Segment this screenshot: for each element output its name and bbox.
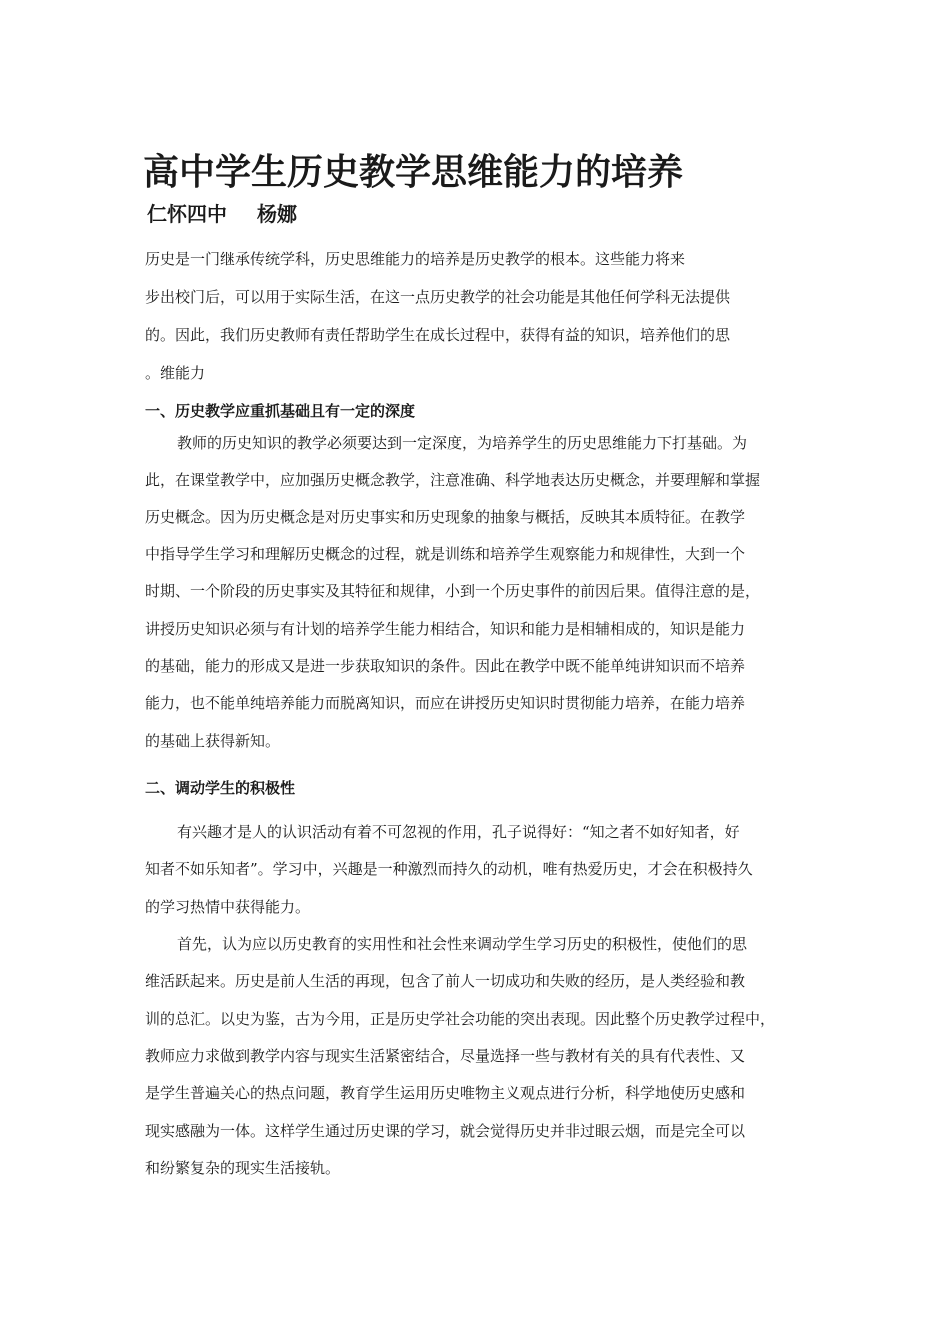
intro-line: 的。因此，我们历史教师有责任帮助学生在成长过程中，获得有益的知识，培养他们的思 <box>145 326 731 344</box>
paragraph-line: 讲授历史知识必须与有计划的培养学生能力相结合，知识和能力是相辅相成的，知识是能力 <box>145 620 746 638</box>
paragraph-line: 维活跃起来。历史是前人生活的再现，包含了前人一切成功和失败的经历，是人类经验和教 <box>145 972 746 990</box>
paragraph-line: 的基础，能力的形成又是进一步获取知识的条件。因此在教学中既不能单纯讲知识而不培养 <box>145 657 746 675</box>
paragraph-line: 的学习热情中获得能力。 <box>145 898 311 916</box>
section-heading: 二、调动学生的积极性 <box>145 779 296 797</box>
paragraph-line: 历史概念。因为历史概念是对历史事实和历史现象的抽象与概括，反映其本质特征。在教学 <box>145 508 746 526</box>
paragraph-line: 能力，也不能单纯培养能力而脱离知识，而应在讲授历史知识时贯彻能力培养，在能力培养 <box>145 694 746 712</box>
paragraph-line: 教师应力求做到教学内容与现实生活紧密结合，尽量选择一些与教材有关的具有代表性、又 <box>145 1047 746 1065</box>
paragraph-line: 中指导学生学习和理解历史概念的过程，就是训练和培养学生观察能力和规律性，大到一个 <box>145 545 746 563</box>
school-name: 仁怀四中 <box>147 202 227 226</box>
byline <box>147 200 297 228</box>
paragraph-line: 现实感融为一体。这样学生通过历史课的学习，就会觉得历史并非过眼云烟，而是完全可以 <box>145 1122 746 1140</box>
section-heading: 一、历史教学应重抓基础且有一定的深度 <box>145 402 416 420</box>
paragraph-line: 知者不如乐知者”。学习中，兴趣是一种激烈而持久的动机，唯有热爱历史，才会在积极持久 <box>145 860 753 878</box>
intro-line: 。维能力 <box>145 364 206 382</box>
paragraph-line: 时期、一个阶段的历史事实及其特征和规律，小到一个历史事件的前因后果。值得注意的是， <box>145 582 761 600</box>
paragraph-line: 教师的历史知识的教学必须要达到一定深度，为培养学生的历史思维能力下打基础。为 <box>177 434 748 452</box>
intro-line: 历史是一门继承传统学科，历史思维能力的培养是历史教学的根本。这些能力将来 <box>145 250 686 268</box>
intro-line: 步出校门后，可以用于实际生活，在这一点历史教学的社会功能是其他任何学科无法提供 <box>145 288 731 306</box>
paragraph-line: 此，在课堂教学中，应加强历史概念教学，注意准确、科学地表达历史概念，并要理解和掌握 <box>145 471 761 489</box>
document-title: 高中学生历史教学思维能力的培养 <box>143 152 684 193</box>
author-name: 杨娜 <box>257 202 297 226</box>
paragraph-line: 和纷繁复杂的现实生活接轨。 <box>145 1159 341 1177</box>
paragraph-line: 是学生普遍关心的热点问题，教育学生运用历史唯物主义观点进行分析，科学地使历史感和 <box>145 1084 746 1102</box>
paragraph-line: 首先，认为应以历史教育的实用性和社会性来调动学生学习历史的积极性，使他们的思 <box>177 935 748 953</box>
paragraph-line: 的基础上获得新知。 <box>145 732 281 750</box>
paragraph-line: 有兴趣才是人的认识活动有着不可忽视的作用，孔子说得好：“知之者不如好知者，好 <box>177 823 740 841</box>
paragraph-line: 训的总汇。以史为鉴，古为今用，正是历史学社会功能的突出表现。因此整个历史教学过程中， <box>145 1010 776 1028</box>
